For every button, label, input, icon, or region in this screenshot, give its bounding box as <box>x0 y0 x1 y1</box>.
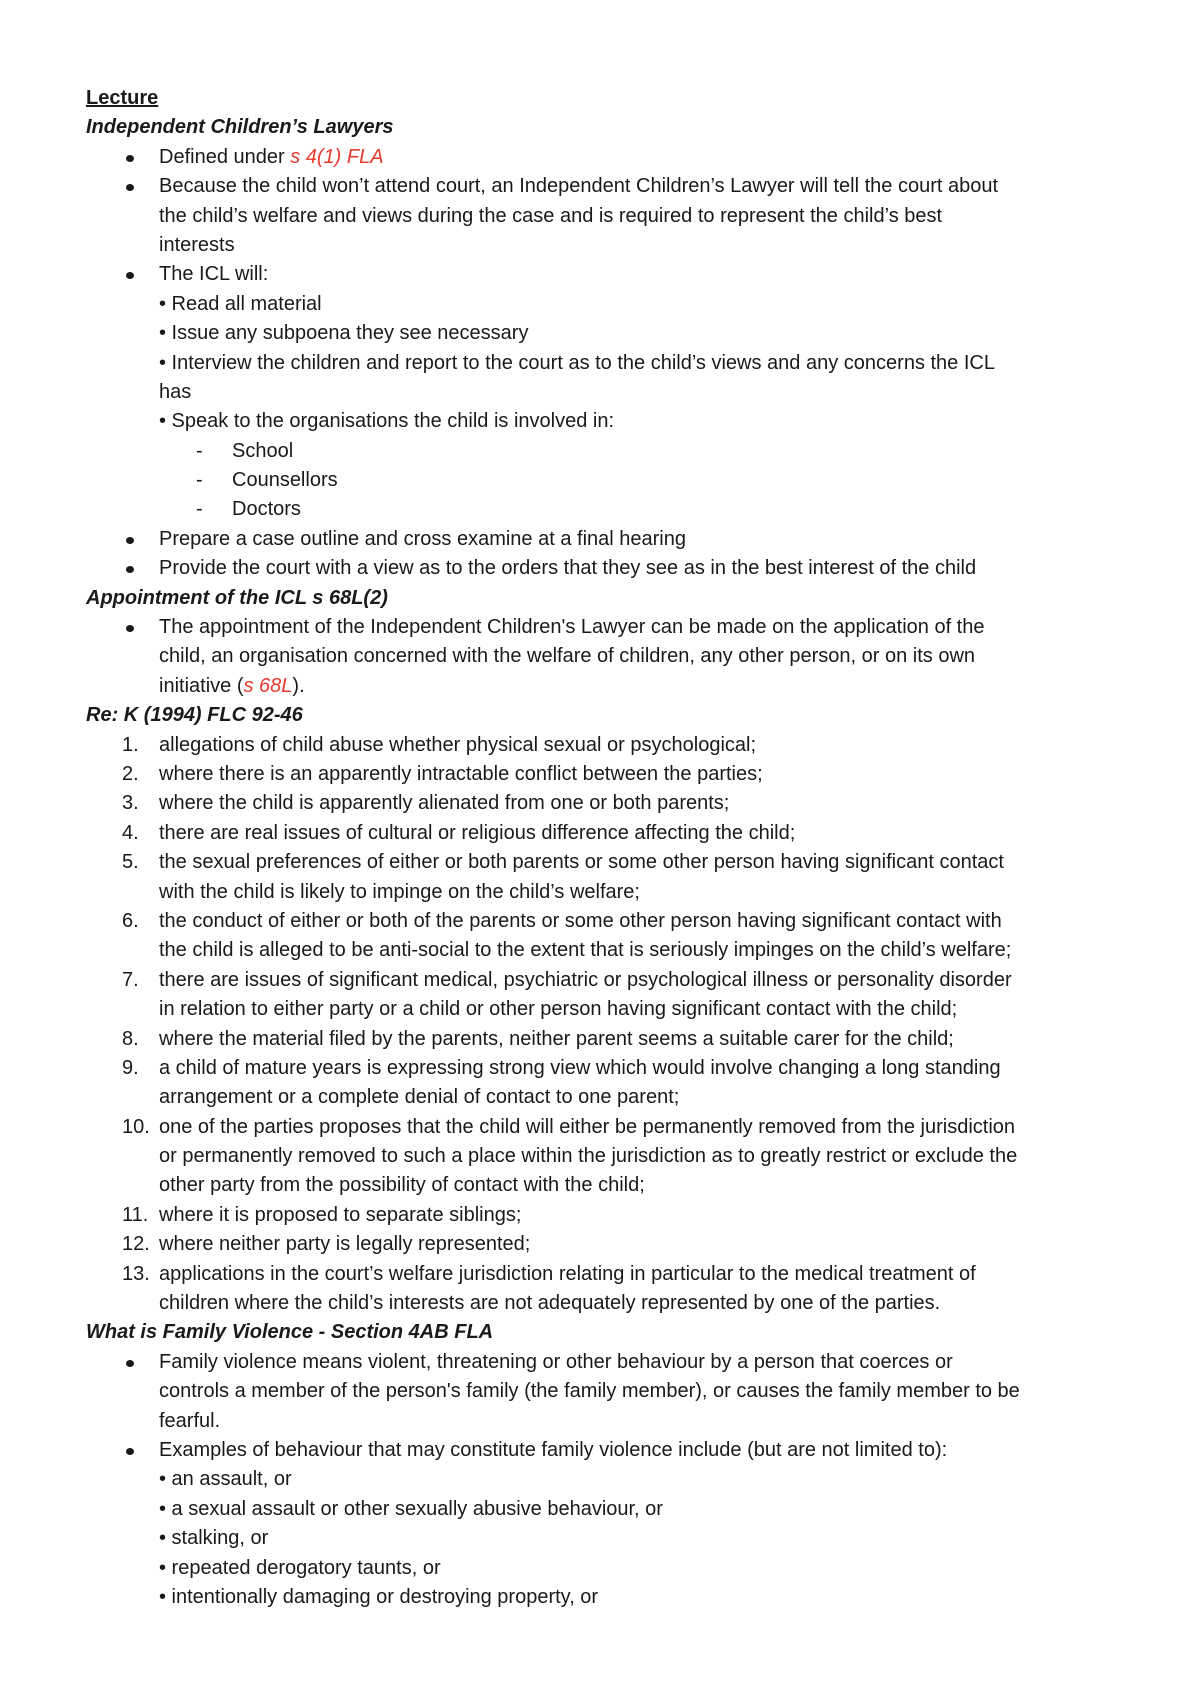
dash-item <box>86 495 1126 524</box>
dash-marker: - <box>196 498 203 521</box>
text: Examples of behaviour that may constitute family violence include (but are not limited to): <box>159 1438 948 1461</box>
list-item-continuation: the child’s welfare and views during the case and is required to represent the child’s best <box>159 204 943 227</box>
text: The ICL will: <box>159 263 269 286</box>
sub-item: • repeated derogatory taunts, or <box>159 1556 441 1579</box>
statute-reference: s 68L <box>243 674 293 697</box>
item-number: 3. <box>122 792 139 815</box>
numbered-item-continuation <box>86 1142 1126 1171</box>
text: children where the child’s interests are not adequately represented by one of the parties. <box>159 1292 941 1315</box>
text: one of the parties proposes that the child will either be permanently removed from the jurisdiction <box>159 1115 1016 1138</box>
item-number: 1. <box>122 733 139 756</box>
list-item <box>86 143 1126 172</box>
sub-item: • intentionally damaging or destroying property, or <box>159 1585 599 1608</box>
text: where neither party is legally represented; <box>159 1233 531 1256</box>
item-number: 2. <box>122 762 139 785</box>
bullet-icon <box>126 625 134 632</box>
sub-item: • Read all material <box>159 292 322 315</box>
text: allegations of child abuse whether physical sexual or psychological; <box>159 733 757 756</box>
list-item <box>86 554 1126 583</box>
text: Defined under <box>159 145 291 168</box>
numbered-item-continuation <box>86 878 1126 907</box>
numbered-item <box>86 1025 1126 1054</box>
list-item <box>86 525 1126 554</box>
text: Provide the court with a view as to the orders that they see as in the best interest of the child <box>159 557 977 580</box>
numbered-item <box>86 760 1126 789</box>
numbered-list <box>86 731 1126 1319</box>
numbered-item <box>86 819 1126 848</box>
numbered-item <box>86 731 1126 760</box>
numbered-item-continuation <box>86 995 1126 1024</box>
text: the conduct of either or both of the parents or some other person having significant contact with <box>159 909 1002 932</box>
item-number: 9. <box>122 1056 139 1079</box>
text: where the material filed by the parents, neither parent seems a suitable carer for the child; <box>159 1027 954 1050</box>
item-number: 4. <box>122 821 139 844</box>
list-item-continuation: fearful. <box>159 1409 221 1432</box>
bullet-icon <box>126 1360 134 1367</box>
list-item-continuation: controls a member of the person's family (the family member), or causes the family member to be <box>159 1380 1020 1403</box>
text: in relation to either party or a child or other person having significant contact with the child; <box>159 998 958 1021</box>
list-item-continuation: child, an organisation concerned with the welfare of children, any other person, or on its own <box>159 645 976 668</box>
bullet-icon <box>126 155 134 162</box>
text: initiative ( <box>159 674 244 697</box>
statute-reference: s 4(1) FLA <box>290 145 384 168</box>
page-title: Lecture <box>86 87 159 109</box>
section-heading-icl: Independent Children’s Lawyers <box>86 116 394 139</box>
list-item <box>86 1348 1126 1377</box>
document-content <box>86 84 1126 1612</box>
text: Counsellors <box>232 469 338 492</box>
dash-marker: - <box>196 439 203 462</box>
bullet-icon <box>126 184 134 191</box>
numbered-item <box>86 1201 1126 1230</box>
list-item-continuation: interests <box>159 233 235 256</box>
list-item <box>86 613 1126 642</box>
numbered-item <box>86 789 1126 818</box>
list-item <box>86 260 1126 289</box>
list-item <box>86 172 1126 201</box>
numbered-item <box>86 907 1126 936</box>
item-number: 6. <box>122 909 139 932</box>
item-number: 8. <box>122 1027 139 1050</box>
item-number: 11. <box>122 1203 149 1226</box>
text: ). <box>292 674 305 697</box>
bullet-icon <box>126 272 134 279</box>
text: applications in the court’s welfare jurisdiction relating in particular to the medical treatment of <box>159 1262 976 1285</box>
text: where the child is apparently alienated from one or both parents; <box>159 792 730 815</box>
text: there are real issues of cultural or religious difference affecting the child; <box>159 821 796 844</box>
text: the child is alleged to be anti-social to the extent that is seriously impinges on the child’s welfare; <box>159 939 1012 962</box>
numbered-item-continuation <box>86 1289 1126 1318</box>
text: Because the child won’t attend court, an Independent Children’s Lawyer will tell the court about <box>159 175 999 198</box>
numbered-item <box>86 848 1126 877</box>
sub-item: • an assault, or <box>159 1468 292 1491</box>
dash-marker: - <box>196 469 203 492</box>
section-heading-re-k: Re: K (1994) FLC 92-46 <box>86 704 303 727</box>
text: Family violence means violent, threatening or other behaviour by a person that coerces or <box>159 1350 953 1373</box>
section-heading-family-violence: What is Family Violence - Section 4AB FLA <box>86 1321 494 1344</box>
list-item <box>86 1436 1126 1465</box>
item-number: 13. <box>122 1262 150 1285</box>
numbered-item-continuation <box>86 1171 1126 1200</box>
numbered-item-continuation <box>86 936 1126 965</box>
text: a child of mature years is expressing strong view which would involve changing a long standing <box>159 1056 1001 1079</box>
numbered-item <box>86 1054 1126 1083</box>
text: Prepare a case outline and cross examine at a final hearing <box>159 527 686 550</box>
numbered-item <box>86 1113 1126 1142</box>
item-number: 5. <box>122 851 139 874</box>
bullet-icon <box>126 1448 134 1455</box>
sub-item: • Interview the children and report to the court as to the child’s views and any concerns the ICL <box>159 351 995 374</box>
text: there are issues of significant medical, psychiatric or psychological illness or personality disorder <box>159 968 1012 991</box>
sub-item: • stalking, or <box>159 1527 269 1550</box>
text: where it is proposed to separate siblings; <box>159 1203 522 1226</box>
text: The appointment of the Independent Children's Lawyer can be made on the application of the <box>159 616 985 639</box>
dash-item <box>86 437 1126 466</box>
numbered-item <box>86 1260 1126 1289</box>
numbered-item-continuation <box>86 1083 1126 1112</box>
text: other party from the possibility of contact with the child; <box>159 1174 645 1197</box>
text: the sexual preferences of either or both parents or some other person having significant contact <box>159 851 1004 874</box>
item-number: 12. <box>122 1233 150 1256</box>
sub-item: • a sexual assault or other sexually abusive behaviour, or <box>159 1497 663 1520</box>
text: or permanently removed to such a place within the jurisdiction as to greatly restrict or exclude the <box>159 1145 1018 1168</box>
list-item-continuation <box>86 672 1126 701</box>
text: where there is an apparently intractable conflict between the parties; <box>159 762 763 785</box>
sub-item: • Issue any subpoena they see necessary <box>159 322 529 345</box>
text: with the child is likely to impinge on the child’s welfare; <box>159 880 640 903</box>
bullet-icon <box>126 566 134 573</box>
item-number: 10. <box>122 1115 150 1138</box>
dash-item <box>86 466 1126 495</box>
item-number: 7. <box>122 968 139 991</box>
numbered-item <box>86 1230 1126 1259</box>
bullet-icon <box>126 537 134 544</box>
text: arrangement or a complete denial of contact to one parent; <box>159 1086 680 1109</box>
numbered-item <box>86 966 1126 995</box>
text: School <box>232 439 294 462</box>
section-heading-appointment: Appointment of the ICL s 68L(2) <box>86 586 388 609</box>
sub-item: • Speak to the organisations the child is involved in: <box>159 410 615 433</box>
text: Doctors <box>232 498 301 521</box>
sub-item-continuation: has <box>159 380 192 403</box>
